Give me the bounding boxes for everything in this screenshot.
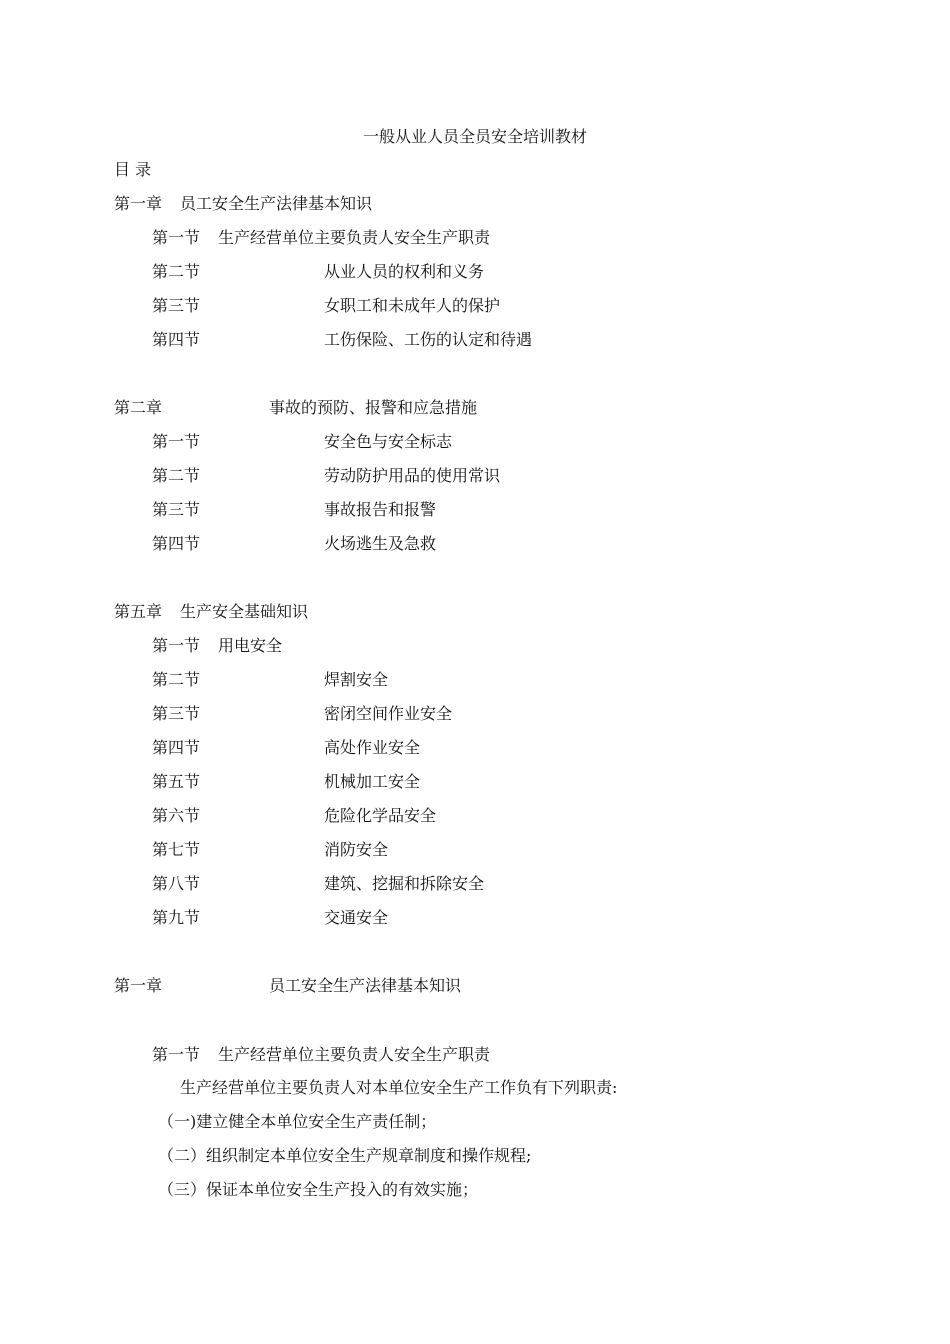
toc-section [152,704,452,724]
toc-chapter-label: 第一章 [114,194,163,213]
toc-section-label: 第三节 [152,704,201,723]
toc-section-label: 第六节 [152,806,201,825]
toc-section [152,534,436,554]
toc-chapter [114,398,477,418]
toc-section-label: 第四节 [152,738,201,757]
toc-section-title: 生产经营单位主要负责人安全生产职责 [218,228,491,247]
toc-heading: 目 录 [114,160,152,179]
body-intro-paragraph: 生产经营单位主要负责人对本单位安全生产工作负有下列职责: [180,1078,618,1097]
toc-chapter-title: 生产安全基础知识 [180,602,309,621]
toc-section-title: 机械加工安全 [324,772,421,791]
body-section-title: 生产经营单位主要负责人安全生产职责 [218,1045,491,1064]
toc-section-title: 火场逃生及急救 [324,534,437,553]
toc-section-label: 第四节 [152,330,201,349]
toc-section-title: 劳动防护用品的使用常识 [324,466,501,485]
toc-chapter [114,602,308,622]
toc-section-label: 第九节 [152,908,201,927]
toc-section [152,432,452,452]
body-list-item: （一)建立健全本单位安全生产责任制； [158,1112,437,1131]
toc-section [152,738,420,758]
toc-section [152,262,484,282]
toc-section-label: 第五节 [152,772,201,791]
toc-section-title: 建筑、挖掘和拆除安全 [324,874,485,893]
toc-section [152,908,388,928]
toc-section [152,874,484,894]
toc-section [152,228,490,248]
body-chapter-heading [114,976,461,996]
toc-section-label: 第二节 [152,466,201,485]
toc-section-label: 第三节 [152,500,201,519]
toc-section [152,840,388,860]
toc-section-title: 事故报告和报警 [324,500,437,519]
body-list-item: （二）组织制定本单位安全生产规章制度和操作规程; [158,1146,532,1165]
body-list-item: （三）保证本单位安全生产投入的有效实施； [158,1180,479,1199]
document-title: 一般从业人员全员安全培训教材 [362,127,587,146]
toc-section-title: 女职工和未成年人的保护 [324,296,501,315]
toc-section-label: 第八节 [152,874,201,893]
toc-section-title: 安全色与安全标志 [324,432,453,451]
toc-section [152,330,532,350]
toc-section-label: 第一节 [152,636,201,655]
body-section-heading [152,1045,490,1065]
toc-section [152,636,282,656]
toc-section-label: 第四节 [152,534,201,553]
body-section-label: 第一节 [152,1045,201,1064]
toc-chapter-label: 第二章 [114,398,163,417]
toc-section-title: 高处作业安全 [324,738,421,757]
toc-section-title: 密闭空间作业安全 [324,704,453,723]
toc-section-label: 第二节 [152,670,201,689]
toc-section [152,670,388,690]
toc-section-label: 第一节 [152,228,201,247]
toc-section [152,466,500,486]
toc-section-label: 第三节 [152,296,201,315]
toc-section-label: 第二节 [152,262,201,281]
toc-chapter [114,194,372,214]
body-chapter-label: 第一章 [114,976,163,995]
toc-chapter-title: 员工安全生产法律基本知识 [180,194,373,213]
toc-section-title: 用电安全 [218,636,283,655]
toc-section-label: 第一节 [152,432,201,451]
toc-chapter-label: 第五章 [114,602,163,621]
toc-chapter-title: 事故的预防、报警和应急措施 [269,398,478,417]
toc-section-title: 从业人员的权利和义务 [324,262,485,281]
toc-section [152,500,436,520]
body-chapter-title: 员工安全生产法律基本知识 [269,976,462,995]
toc-section-title: 危险化学品安全 [324,806,437,825]
toc-section-title: 焊割安全 [324,670,389,689]
toc-section [152,806,436,826]
toc-section-title: 交通安全 [324,908,389,927]
toc-section-title: 工伤保险、工伤的认定和待遇 [324,330,533,349]
toc-section-label: 第七节 [152,840,201,859]
toc-section [152,772,420,792]
toc-section-title: 消防安全 [324,840,389,859]
toc-section [152,296,500,316]
